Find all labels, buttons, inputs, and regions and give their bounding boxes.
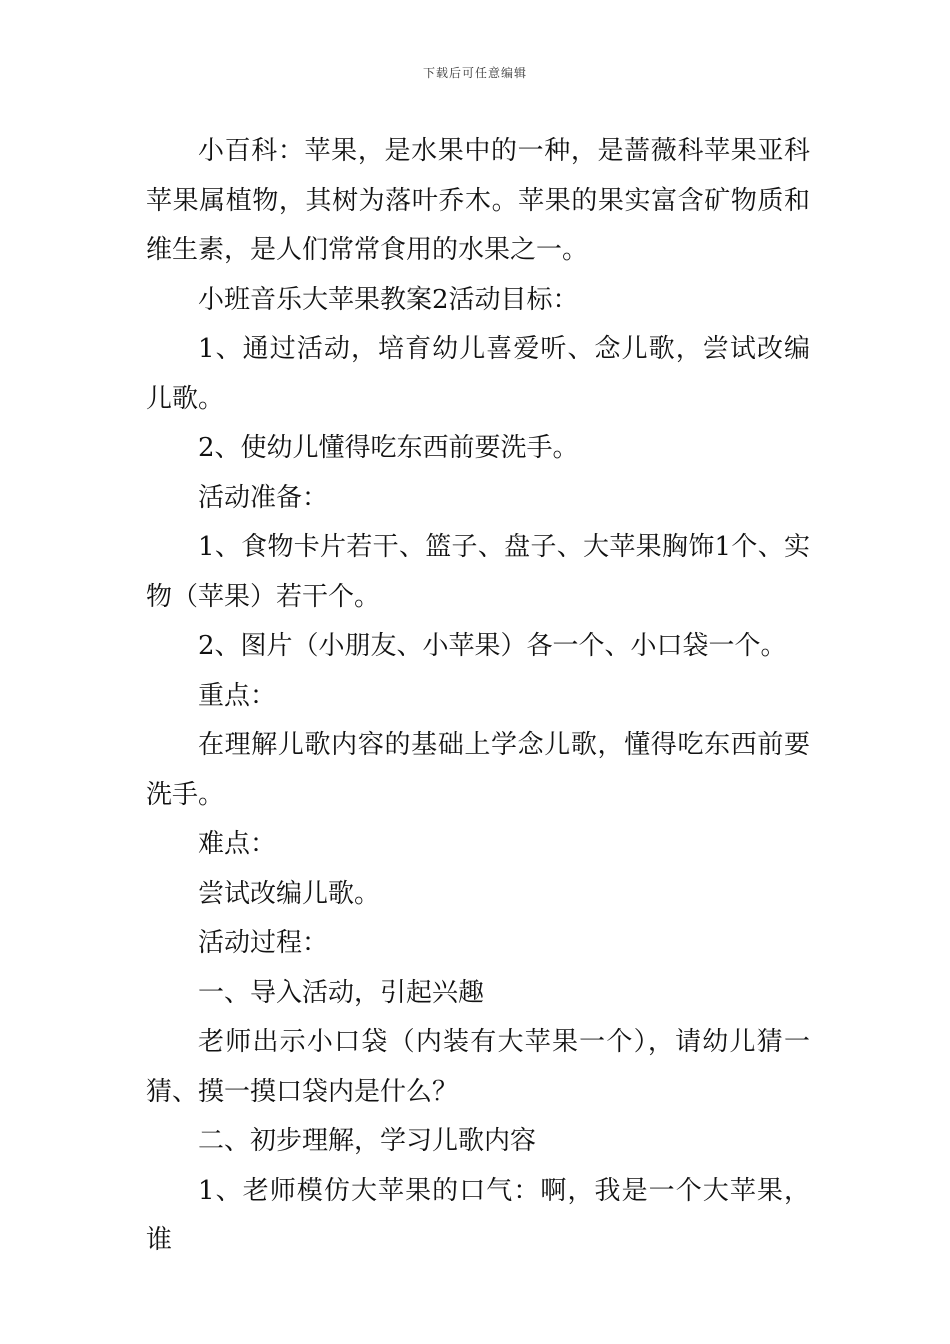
paragraph-process-heading: 活动过程：	[198, 928, 329, 958]
header-note: 下载后可任意编辑	[422, 66, 527, 80]
paragraph-lesson-title: 小班音乐大苹果教案2活动目标：	[198, 284, 579, 315]
paragraph-goal-1: 1、通过活动，培育幼儿喜爱听、念儿歌，尝试改编儿歌。	[146, 334, 810, 414]
paragraph-step-1-detail: 老师出示小口袋（内装有大苹果一个），请幼儿猜一猜、摸一摸口袋内是什么？	[146, 1027, 810, 1107]
paragraph-encyclopedia: 小百科：苹果，是水果中的一种，是蔷薇科苹果亚科苹果属植物，其树为落叶乔木。苹果的果实富含矿物质和维生素，是人们常常食用的水果之一。	[146, 136, 810, 265]
paragraph-step-1-heading: 一、导入活动，引起兴趣	[198, 977, 485, 1008]
paragraph-preparation-2: 2、图片（小朋友、小苹果）各一个、小口袋一个。	[198, 631, 787, 661]
paragraph-preparation-1: 1、食物卡片若干、篮子、盘子、大苹果胸饰1个、实物（苹果）若干个。	[146, 532, 810, 612]
paragraph-step-2-heading: 二、初步理解，学习儿歌内容	[198, 1126, 537, 1156]
paragraph-key-point: 在理解儿歌内容的基础上学念儿歌，懂得吃东西前要洗手。	[146, 730, 810, 810]
paragraph-difficulty-heading: 难点：	[198, 829, 277, 859]
paragraph-goal-2: 2、使幼儿懂得吃东西前要洗手。	[198, 433, 579, 463]
paragraph-key-point-heading: 重点：	[198, 680, 277, 711]
paragraph-preparation-heading: 活动准备：	[198, 482, 329, 513]
paragraph-step-2-detail: 1、老师模仿大苹果的口气：啊，我是一个大苹果，谁	[146, 1175, 810, 1255]
document-body	[146, 127, 810, 1266]
paragraph-difficulty: 尝试改编儿歌。	[198, 878, 381, 909]
